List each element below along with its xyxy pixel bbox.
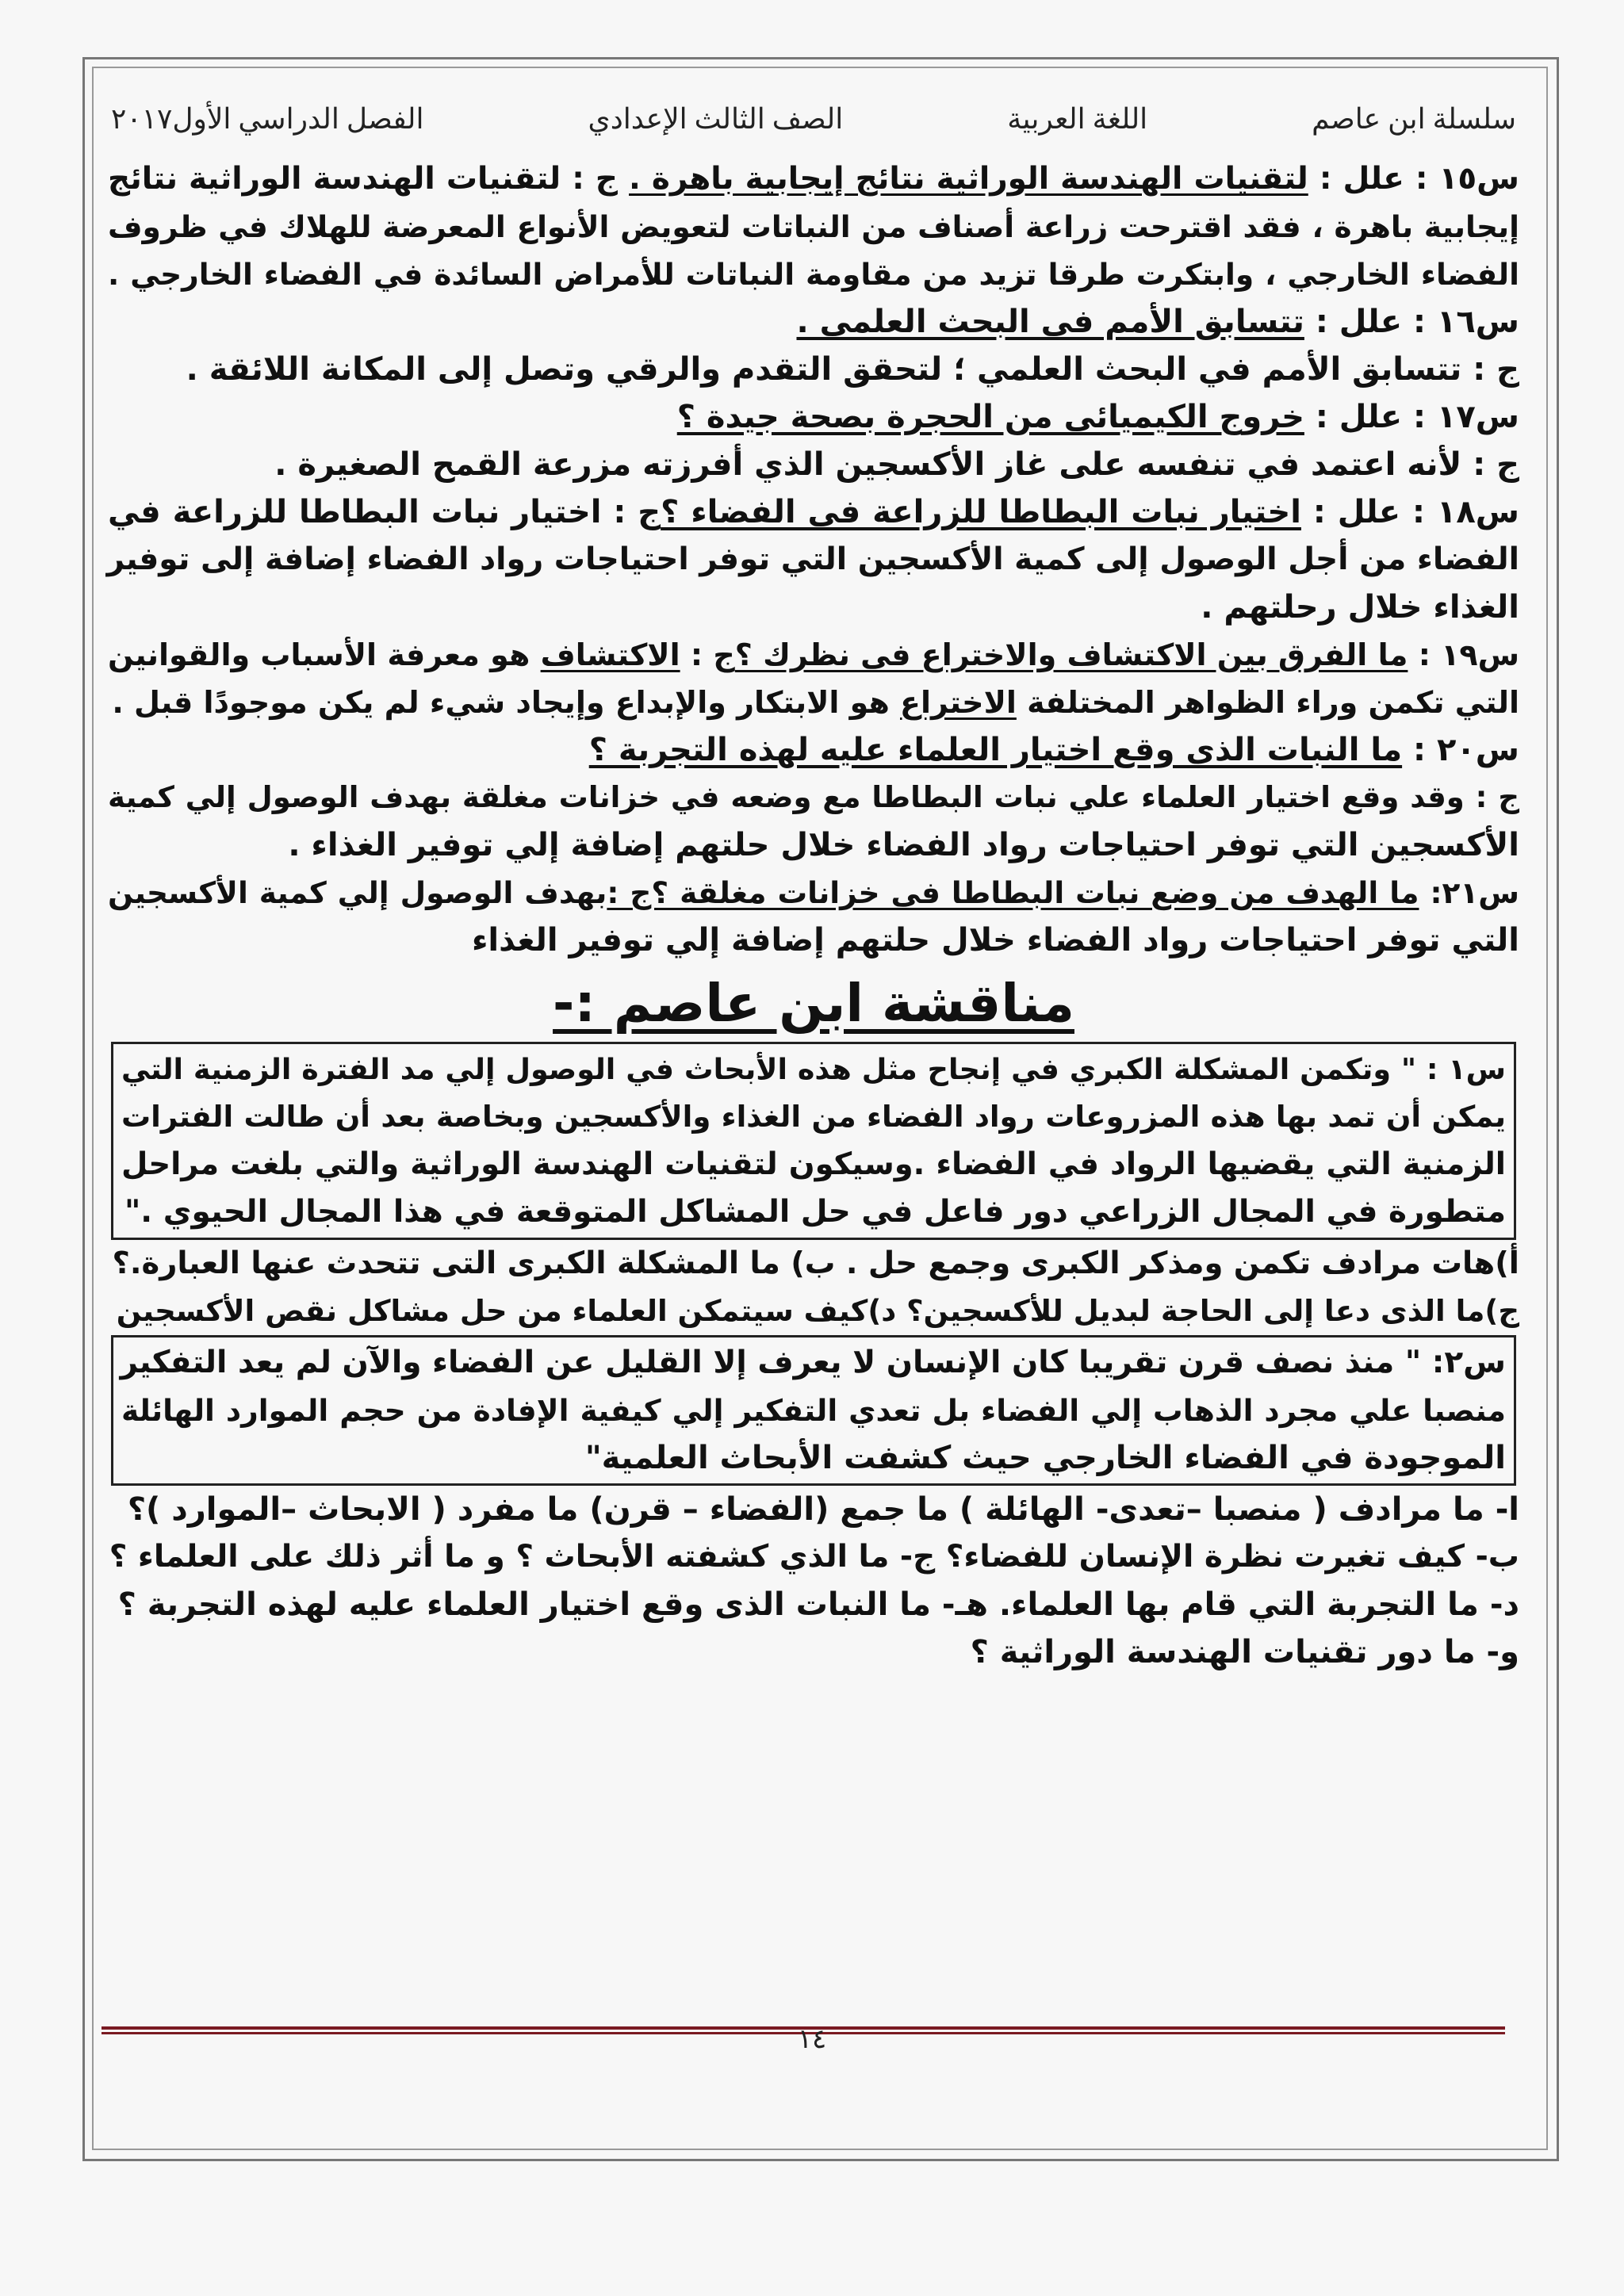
q19-line-1 <box>108 631 1519 679</box>
q20-line <box>108 726 1519 774</box>
q15-line-1 <box>108 155 1519 203</box>
box1-line: يمكن أن تمد بها هذه المزروعات رواد الفضاء من الغذاء والأكسجين وبخاصة بعد أن طالت الفترات <box>121 1100 1506 1134</box>
passage-box-2 <box>111 1335 1516 1486</box>
page-content <box>108 155 1519 1676</box>
q18-answer-start: ج : اختيار نبات البطاطا للزراعة في <box>108 494 661 530</box>
discussion-title: مناقشة ابن عاصم :- <box>553 973 1074 1034</box>
box2-question-line: ا- ما مرادف ( منصبا –تعدى- الهائلة ) ما جمع (الفضاء – قرن) ما مفرد ( الابحاث –الموارد )؟ <box>127 1491 1519 1528</box>
q15-answer-start: ج : لتقنيات الهندسة الوراثية نتائج <box>108 161 630 197</box>
q18-line-3: الغذاء خلال رحلتهم . <box>1201 589 1519 626</box>
q15-line-2: إيجابية باهرة ، فقد اقترحت زراعة أصناف من النباتات لتعويض الأنواع المعرضة للهلاك في ظروف <box>108 209 1519 244</box>
box2-line: س٢: " منذ نصف قرن تقريبا كان الإنسان لا يعرف إلا القليل عن الفضاء والآن لم يعد التفكير <box>120 1345 1506 1380</box>
q19-answer-label: ج : <box>680 637 735 672</box>
q15-label: س١٥ : علل : <box>1308 161 1519 197</box>
q17-question: خروج الكيميائى من الحجرة بصحة جيدة ؟ <box>676 399 1304 435</box>
q19-term-invention: الاختراع <box>900 685 1017 720</box>
box2-question-line: د- ما التجربة التي قام بها العلماء. هـ- ما النبات الذى وقع اختيار العلماء عليه لهذه التجربة ؟ <box>117 1586 1519 1623</box>
box1-line: س١ : " وتكمن المشكلة الكبري في إنجاح مثل هذه الأبحاث في الوصول إلي مد الفترة الزمنية التي <box>121 1052 1506 1086</box>
q18-question: اختيار نبات البطاطا للزراعة فى الفضاء ؟ <box>661 494 1301 530</box>
box2-question-line: ب- كيف تغيرت نظرة الإنسان للفضاء؟ ج- ما الذي كشفته الأبحاث ؟ و ما أثر ذلك على العلماء ؟ <box>109 1539 1519 1575</box>
q19-line-2-end: هو الابتكار والإبداع وإيجاد شيء لم يكن موجودًا قبل . <box>112 685 901 720</box>
q19-answer-text: هو معرفة الأسباب والقوانين <box>108 637 541 672</box>
q19-line-2-start: التي تكمن وراء الظواهر المختلفة <box>1016 685 1519 720</box>
q21-line-1 <box>108 869 1519 916</box>
header-series: سلسلة ابن عاصم <box>1312 103 1516 135</box>
q15-question: لتقنيات الهندسة الوراثية نتائج إيجابية باهرة . <box>629 161 1308 197</box>
header-subject: اللغة العربية <box>1007 103 1148 135</box>
q20-question: ما النبات الذى وقع اختيار العلماء عليه لهذه التجربة ؟ <box>588 732 1403 768</box>
box1-question-line: ج)ما الذى دعا إلى الحاجة لبديل للأكسجين؟ د)كيف سيتمكن العلماء من حل مشاكل نقص الأكسجين <box>116 1294 1519 1328</box>
q17-answer: ج : لأنه اعتمد في تنفسه على غاز الأكسجين الذي أفرزته مزرعة القمح الصغيرة . <box>274 446 1519 483</box>
page-header <box>111 95 1516 143</box>
q17-label: س١٧ : علل : <box>1304 399 1519 435</box>
q21-label: س٢١: <box>1419 875 1519 910</box>
q18-line-2: الفضاء من أجل الوصول إلى كمية الأكسجين التي توفر احتياجات رواد الفضاء إضافة إلى توفير <box>106 541 1519 577</box>
page-number: ١٤ <box>797 2025 827 2054</box>
box1-line: الزمنية التي يقضيها الرواد في الفضاء .وسيكون لتقنيات الهندسة الوراثية والتي بلغت مراحل <box>121 1146 1506 1182</box>
box1-question-line: أ)هات مرادف تكمن ومذكر الكبرى وجمع حل . ب) ما المشكلة الكبرى التى تتحدث عنها العبارة.؟ <box>112 1246 1519 1281</box>
q21-answer-start: بهدف الوصول إلي كمية الأكسجين <box>108 875 607 910</box>
header-term: الفصل الدراسي الأول٢٠١٧ <box>111 103 424 135</box>
box1-line: متطورة في المجال الزراعي دور فاعل في حل المشاكل المتوقعة في هذا المجال الحيوي ." <box>124 1194 1506 1230</box>
box2-line: الموجودة في الفضاء الخارجي حيث كشفت الأبحاث العلمية" <box>584 1440 1506 1476</box>
box2-question-line: و- ما دور تقنيات الهندسة الوراثية ؟ <box>970 1634 1519 1670</box>
q21-line-2: التي توفر احتياجات رواد الفضاء خلال حلتهم إضافة إلي توفير الغذاء <box>471 922 1519 959</box>
q18-label: س١٨ : علل : <box>1300 494 1519 530</box>
q20-label: س٢٠ : <box>1402 732 1519 768</box>
q16-answer: ج : تتسابق الأمم في البحث العلمي ؛ لتحقق التقدم والرقي وتصل إلى المكانة اللائقة . <box>186 351 1519 388</box>
q16-question: تتسابق الأمم فى البحث العلمى . <box>796 304 1304 340</box>
q21-question: ما الهدف من وضع نبات البطاطا فى خزانات مغلقة ؟ج : <box>607 875 1419 910</box>
header-grade: الصف الثالث الإعدادي <box>588 103 844 135</box>
q20-answer-1: ج : وقد وقع اختيار العلماء علي نبات البطاطا مع وضعه في خزانات مغلقة بهدف الوصول إلي كمية <box>108 780 1519 814</box>
q19-line-2 <box>108 679 1519 726</box>
q18-line-1 <box>108 488 1519 536</box>
passage-box-1 <box>111 1042 1516 1240</box>
q19-term-discovery: الاكتشاف <box>540 637 680 672</box>
q19-label: س١٩ : <box>1408 637 1520 672</box>
q15-line-3: الفضاء الخارجي ، وابتكرت طرقا تزيد من مقاومة النباتات للأمراض السائدة في الفضاء الخارجي . <box>108 257 1519 292</box>
q19-question: ما الفرق بين الاكتشاف والاختراع فى نظرك ؟ <box>734 637 1408 672</box>
q20-answer-2: الأكسجين التي توفر احتياجات رواد الفضاء خلال حلتهم إضافة إلي توفير الغذاء . <box>288 827 1519 863</box>
q16-line <box>108 298 1519 346</box>
box2-line: منصبا علي مجرد الذهاب إلي الفضاء بل تعدي التفكير إلي كيفية الإفادة من حجم الموارد الهائلة <box>121 1393 1506 1428</box>
q16-label: س١٦ : علل : <box>1304 304 1519 340</box>
q17-line <box>108 393 1519 441</box>
